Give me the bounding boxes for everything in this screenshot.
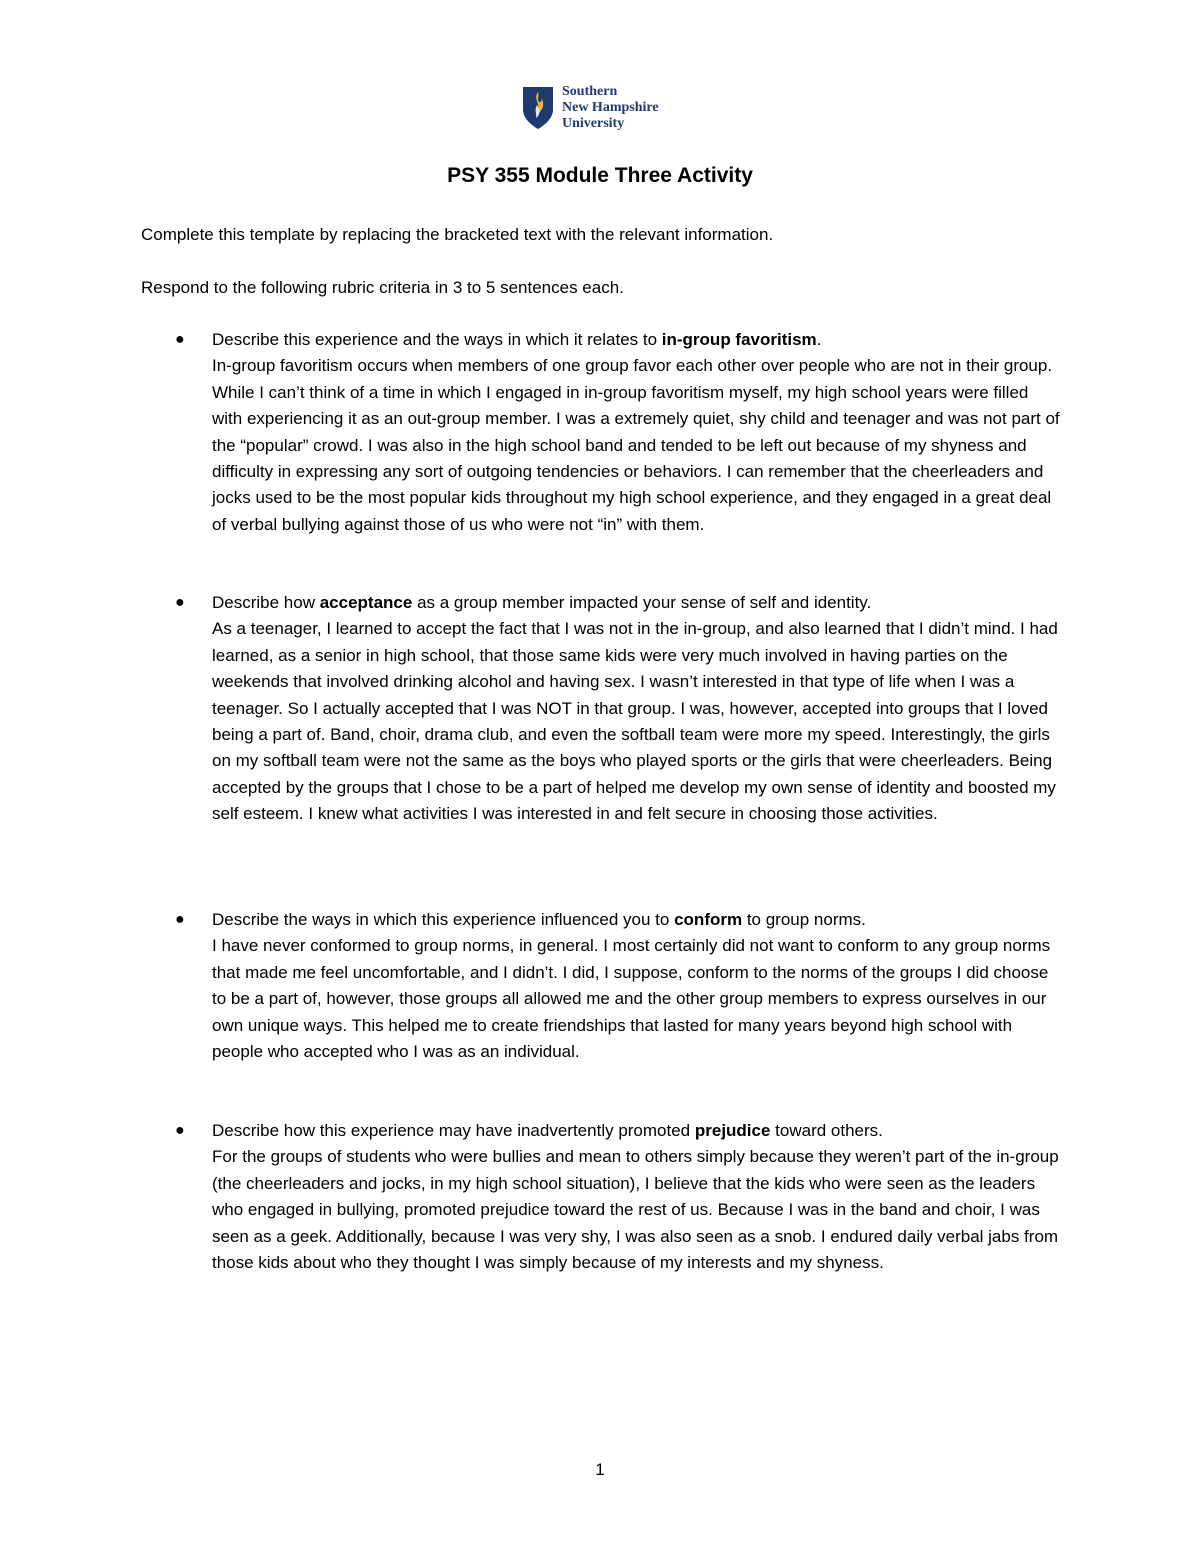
rubric-prompt (212, 590, 1062, 616)
page-number: 1 (595, 1460, 605, 1479)
intro-instruction: Complete this template by replacing the bracketed text with the relevant information. (141, 225, 774, 244)
document-title: PSY 355 Module Three Activity (447, 164, 753, 187)
response-text: For the groups of students who were bullies and mean to others simply because they weren’t part of the in-group (the cheerleaders and jocks, in my high school situation), I believe that the kids who were seen as the leaders who engaged in bullying, promoted prejudice toward the rest of us. Because I was in the band and choir, I was seen as a geek. Additionally, because I was very shy, I was also seen as a snob. I endured daily verbal jabs from those kids about who they thought I was simply because of my interests and my shyness. (212, 1147, 1059, 1273)
prompt-keyword: acceptance (319, 593, 413, 612)
rubric-section-in-group-favoritism (141, 327, 1071, 538)
response-text: I have never conformed to group norms, in general. I most certainly did not want to conform to any group norms that made me feel uncomfortable, and I didn’t. I did, I suppose, conform to the norms of the groups I did choose to be a part of, however, those groups all allowed me and the other group members to express ourselves in our own unique ways. This helped me to create friendships that lasted for many years beyond high school with people who accepted who I was as an individual. (212, 936, 1051, 1062)
prompt-text-end: . (816, 330, 822, 349)
logo-line-1: Southern (562, 84, 618, 99)
response-text: In-group favoritism occurs when members of one group favor each other over people who are not in their group. While I can’t think of a time in which I engaged in in-group favoritism myself, my high school years were filled with experiencing it as an out-group member. I was a extremely quiet, shy child and teenager and was not part of the “popular” crowd. I was also in the high school band and tended to be left out because of my shyness and difficulty in expressing any sort of outgoing tendencies or behaviors. I can remember that the cheerleaders and jocks used to be the most popular kids throughout my high school experience, and they engaged in a great deal of verbal bullying against those of us who were not “in” with them. (212, 356, 1060, 534)
shield-flame-icon (522, 86, 554, 130)
prompt-keyword: prejudice (694, 1121, 771, 1140)
bullet-icon: ● (175, 594, 185, 611)
prompt-text: Describe how (212, 593, 320, 612)
bullet-icon: ● (175, 911, 185, 928)
prompt-text: Describe how this experience may have inadvertently promoted (212, 1121, 695, 1140)
logo-line-3: University (562, 116, 625, 131)
bullet-icon: ● (175, 331, 185, 348)
response-text: As a teenager, I learned to accept the fact that I was not in the in-group, and also learned that I didn’t mind. I had learned, as a senior in high school, that those same kids were very much involved in having parties on the weekends that involved drinking alcohol and having sex. I wasn’t interested in that type of life when I was a teenager. So I actually accepted that I was NOT in that group. I was, however, accepted into groups that I loved being a part of. Band, choir, drama club, and even the softball team were more my speed. Interestingly, the girls on my softball team were not the same as the boys who played sports or the girls that were cheerleaders. Being accepted by the groups that I chose to be a part of helped me develop my own sense of identity and boosted my self esteem. I knew what activities I was interested in and felt secure in choosing those activities. (212, 619, 1058, 824)
prompt-text-end: to group norms. (742, 910, 866, 929)
prompt-text: Describe the ways in which this experience influenced you to (212, 910, 675, 929)
prompt-text-end: as a group member impacted your sense of self and identity. (412, 593, 872, 612)
bullet-icon: ● (175, 1122, 185, 1139)
rubric-section-conform (141, 907, 1071, 1065)
prompt-text: Describe this experience and the ways in which it relates to (212, 330, 662, 349)
rubric-section-acceptance (141, 590, 1071, 828)
prompt-keyword: conform (674, 910, 743, 929)
prompt-text-end: toward others. (770, 1121, 883, 1140)
prompt-keyword: in-group favoritism (661, 330, 817, 349)
university-logo (522, 84, 659, 132)
rubric-prompt (212, 907, 1062, 933)
intro-rubric-note: Respond to the following rubric criteria in 3 to 5 sentences each. (141, 278, 624, 297)
logo-line-2: New Hampshire (562, 100, 659, 115)
rubric-prompt (212, 327, 1062, 353)
logo-wordmark (562, 84, 659, 132)
rubric-section-prejudice (141, 1118, 1071, 1276)
rubric-prompt (212, 1118, 1062, 1144)
